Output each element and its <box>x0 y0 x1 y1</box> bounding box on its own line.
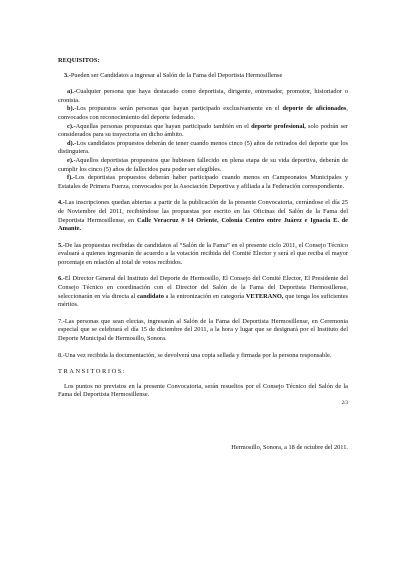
item-a-text: Cualquier persona que haya destacado como deportista, dirigente, entrenador, promotor, historiador o cronista. <box>58 88 348 104</box>
requirement-6-bold-1: candidato <box>137 292 164 300</box>
item-b-text-1: Los propuestos serán personas que hayan participado exclusivamente en el <box>76 105 283 113</box>
requirement-6-text-3: que tenga los suficientes méritos. <box>58 292 348 309</box>
item-b-bold: deporte de aficionados <box>282 105 347 113</box>
requirement-6-text-2: a la entronización en categoría <box>163 292 246 300</box>
requirement-3-number: 3.- <box>64 71 71 79</box>
item-a-label: a).- <box>67 88 76 96</box>
requirement-6 <box>58 275 348 309</box>
item-f-text: Los deportistas propuestos deberán haber participado cuando menos en Campeonatos Municipales y Estatales de Primera Fuerza, convocados por la Asociación Deportiva y afiliada a la Federación correspondiente. <box>58 174 348 190</box>
requirement-4-address: Calle Veracruz # 14 Oriente, Colonia Centro entre Juárez e Ignacia E. de Amante. <box>58 216 349 233</box>
page-number: 2/3 <box>341 401 348 406</box>
requisitos-heading: REQUISITOS: <box>58 57 100 64</box>
item-c-label: c).- <box>67 122 76 130</box>
item-b-label: b).- <box>67 105 77 113</box>
requirement-5-text: De las propuestas recibidas de candidatos al “Salón de la Fama” en el presente ciclo 2011, el Consejo Técnico evaluará a quienes ingresarán de acuerdo a la votación recibida del Comité Elector y será el que reciba el mayor porcentaje en relación al total de votos recibidos. <box>58 241 348 266</box>
requirement-3 <box>58 72 348 81</box>
requirement-7-text: Las personas que sean electas, ingresarán al Salón de la Fama del Deportista Hermosillense, en Ceremonia especial que se celebrará el día 15 de diciembre del 2011, a la hora y lugar que se designará por el Instituto del Deporte Municipal de Hermosillo, Sonora. <box>58 317 348 343</box>
requirement-3-text: Pueden ser Candidatos a ingresar al Salón de la Fama del Deportista Hermosillense <box>70 71 283 79</box>
item-f <box>58 174 348 191</box>
requirement-7 <box>58 318 348 344</box>
date-line: Hermosillo, Sonora, a 18 de octubre del 2011. <box>231 444 348 451</box>
requirement-4-text: Las inscripciones quedan abiertas a partir de la publicación de la presente Convocatoria, cerrándose el día 25 de Noviembre del 2011, recibiéndose las propuestas por escrito en las Oficinas del Salón de la Fama del Deportista Hermosillense, en <box>58 199 348 224</box>
item-c <box>58 123 348 140</box>
requirement-6-number: 6.- <box>58 275 65 283</box>
item-c-text-1: Aquellas personas propuestas que hayan participado también en el <box>75 122 252 130</box>
item-e-text: Aquellos deportistas propuestos que hubiesen fallecido en plena etapa de su vida deportiva, deberán de cumplir los cinco (5) años de fallecidos para poder ser elegibles. <box>58 156 348 173</box>
transitorios-heading: TRANSITORIOS: <box>58 368 127 376</box>
requirement-8 <box>58 352 348 361</box>
requirement-5-number: 5.- <box>58 241 65 249</box>
item-d <box>58 140 348 157</box>
item-c-bold: deporte profesional, <box>251 122 306 130</box>
item-d-text: Los candidatos propuestos deberán de tener cuando menos cinco (5) años de retirados del deporte que los distinguiera. <box>58 139 348 156</box>
requirement-7-number: 7.- <box>58 317 65 325</box>
requirement-4-number: 4.- <box>58 199 65 207</box>
item-b-text-2: , convocados con reconocimiento del deporte federado. <box>58 105 348 121</box>
item-d-label: d).- <box>67 139 77 147</box>
requirement-6-bold-2: VETERANO, <box>245 292 284 300</box>
transitorios-text: Los puntos no previstos en la presente Convocatoria, serán resueltos por el Consejo Técnico del Salón de la Fama del Deportista Hermosillense. <box>58 382 348 399</box>
requirement-8-number: 8.- <box>58 351 65 359</box>
requirement-4 <box>58 199 348 233</box>
item-e <box>58 157 348 174</box>
document-body <box>58 57 348 453</box>
item-b <box>58 105 348 122</box>
item-c-text-2: solo podrán ser considerados para su trayectoria en dicho ámbito. <box>58 122 348 139</box>
requirement-8-text: Una vez recibida la documentación, se devolverá una copia sellada y firmada por la persona responsable. <box>64 351 332 359</box>
requirement-6-text-1: El Director General del Instituto del Deporte de Hermosillo, El Consejo del Comité Elector, El Presidente del Consejo Técnico en coordinación con el Director del Salón de la Fama del Deportista Hermosillense, seleccionarán en vía directa al <box>58 275 348 300</box>
item-a <box>58 88 348 105</box>
requirement-5 <box>58 242 348 268</box>
item-e-label: e).- <box>67 156 76 164</box>
item-f-label: f).- <box>67 174 75 182</box>
